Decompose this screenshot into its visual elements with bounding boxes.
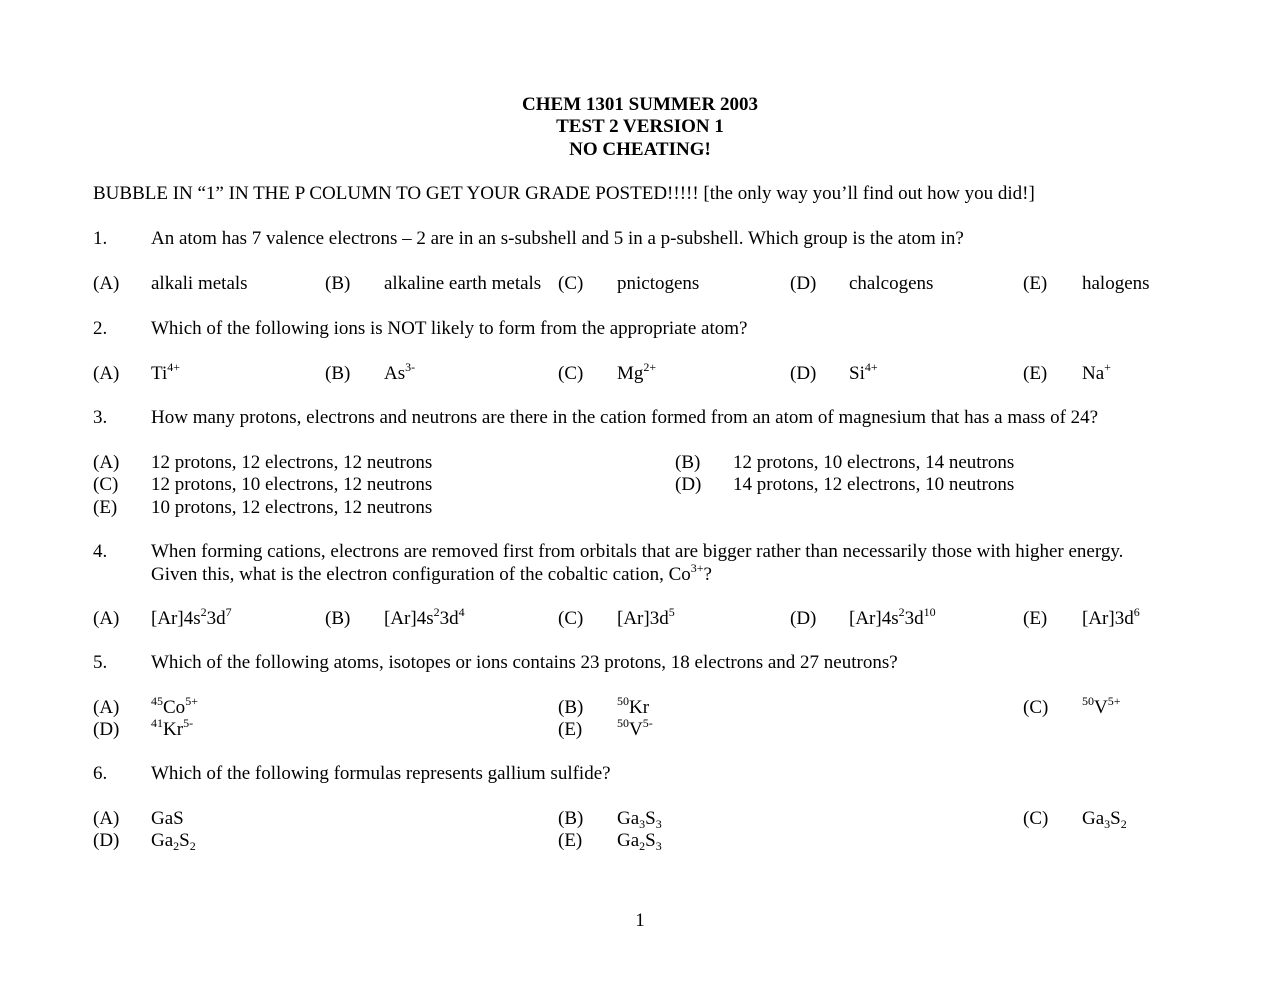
option-letter: (D) xyxy=(790,608,817,629)
option-text: alkali metals xyxy=(151,273,248,294)
question-text-continued: Given this, what is the electron configuration of the cobaltic cation, $Co^{3+}$? xyxy=(151,560,712,585)
question-text: Which of the following formulas represents gallium sulfide? xyxy=(151,763,611,784)
option-configuration: $[Ar]3d^6$ xyxy=(1082,604,1140,629)
option-letter: (E) xyxy=(93,497,118,518)
option-letter: (C) xyxy=(558,363,584,384)
option-text: 12 protons, 12 electrons, 12 neutrons xyxy=(151,452,433,473)
option-text: alkaline earth metals xyxy=(384,273,542,294)
option-letter: (E) xyxy=(1023,608,1048,629)
instruction-text: BUBBLE IN “1” IN THE P COLUMN TO GET YOUR GRADE POSTED!!!!! [the only way you’ll find out how you did!] xyxy=(93,183,1035,204)
option-letter: (C) xyxy=(1023,697,1049,718)
option-configuration: $[Ar]3d^5$ xyxy=(617,604,675,629)
option-formula: $Ga_2S_2$ xyxy=(151,830,196,854)
option-letter: (C) xyxy=(558,273,584,294)
option-letter: (A) xyxy=(93,808,120,829)
option-text: 12 protons, 10 electrons, 12 neutrons xyxy=(151,474,433,495)
question-number: 3. xyxy=(93,407,108,428)
question-text: How many protons, electrons and neutrons are there in the cation formed from an atom of magnesium that has a mass of 24? xyxy=(151,407,1099,428)
option-letter: (E) xyxy=(1023,363,1048,384)
question-text: Which of the following atoms, isotopes or ions contains 23 protons, 18 electrons and 27 neutrons? xyxy=(151,652,898,673)
option-letter: (B) xyxy=(325,273,351,294)
option-text: halogens xyxy=(1082,273,1150,294)
option-text: 12 protons, 10 electrons, 14 neutrons xyxy=(733,452,1015,473)
question-text: An atom has 7 valence electrons – 2 are in an s-subshell and 5 in a p-subshell. Which group is the atom in? xyxy=(151,228,964,249)
option-letter: (C) xyxy=(93,474,119,495)
option-formula: $Ga_2S_3$ xyxy=(617,830,662,854)
option-ion: $Si^{4+}$ xyxy=(849,359,878,384)
exam-title-warning: NO CHEATING! xyxy=(569,139,711,160)
option-letter: (D) xyxy=(675,474,702,495)
option-isotope: $^{41}Kr^{5-}$ xyxy=(151,715,194,740)
option-letter: (A) xyxy=(93,452,120,473)
option-letter: (C) xyxy=(558,608,584,629)
option-text: 14 protons, 12 electrons, 10 neutrons xyxy=(733,474,1015,495)
option-letter: (A) xyxy=(93,697,120,718)
option-letter: (D) xyxy=(790,273,817,294)
question-number: 2. xyxy=(93,318,108,339)
option-isotope: $^{45}Co^{5+}$ xyxy=(151,693,198,718)
option-letter: (A) xyxy=(93,608,120,629)
option-ion: Na+ xyxy=(1082,359,1111,384)
question-number: 4. xyxy=(93,541,108,562)
exam-title-test: TEST 2 VERSION 1 xyxy=(556,116,724,137)
option-letter: (B) xyxy=(675,452,701,473)
option-isotope: $^{50}V^{5-}$ xyxy=(617,715,653,740)
option-configuration: $[Ar]4s^23d^4$ xyxy=(384,604,465,629)
option-ion: $Mg^{2+}$ xyxy=(617,359,657,384)
question-number: 6. xyxy=(93,763,108,784)
option-formula: GaS xyxy=(151,808,184,829)
option-letter: (E) xyxy=(558,719,583,740)
question-text: When forming cations, electrons are removed first from orbitals that are bigger rather than necessarily those with higher energy. xyxy=(151,541,1124,562)
option-isotope: $^{50}V^{5+}$ xyxy=(1082,693,1121,718)
option-letter: (E) xyxy=(1023,273,1048,294)
option-configuration: $[Ar]4s^23d^7$ xyxy=(151,604,232,629)
option-letter: (A) xyxy=(93,363,120,384)
option-formula: $Ga_3S_3$ xyxy=(617,808,662,832)
option-letter: (B) xyxy=(558,808,584,829)
option-letter: (A) xyxy=(93,273,120,294)
question-number: 5. xyxy=(93,652,108,673)
option-isotope: $^{50}$Kr xyxy=(617,693,650,718)
option-text: pnictogens xyxy=(617,273,700,294)
option-ion: $As^{3-}$ xyxy=(384,359,416,384)
option-letter: (C) xyxy=(1023,808,1049,829)
option-letter: (B) xyxy=(558,697,584,718)
option-configuration: $[Ar]4s^23d^{10}$ xyxy=(849,604,936,629)
option-letter: (B) xyxy=(325,363,351,384)
question-number: 1. xyxy=(93,228,108,249)
question-text: Which of the following ions is NOT likely to form from the appropriate atom? xyxy=(151,318,748,339)
option-letter: (D) xyxy=(93,830,120,851)
option-ion: $Ti^{4+}$ xyxy=(151,359,180,384)
option-letter: (D) xyxy=(93,719,120,740)
exam-title-course: CHEM 1301 SUMMER 2003 xyxy=(522,94,758,115)
option-formula: $Ga_3S_2$ xyxy=(1082,808,1127,832)
option-letter: (E) xyxy=(558,830,583,851)
option-letter: (D) xyxy=(790,363,817,384)
option-letter: (B) xyxy=(325,608,351,629)
page-number: 1 xyxy=(635,910,645,931)
option-text: chalcogens xyxy=(849,273,934,294)
option-text: 10 protons, 12 electrons, 12 neutrons xyxy=(151,497,433,518)
